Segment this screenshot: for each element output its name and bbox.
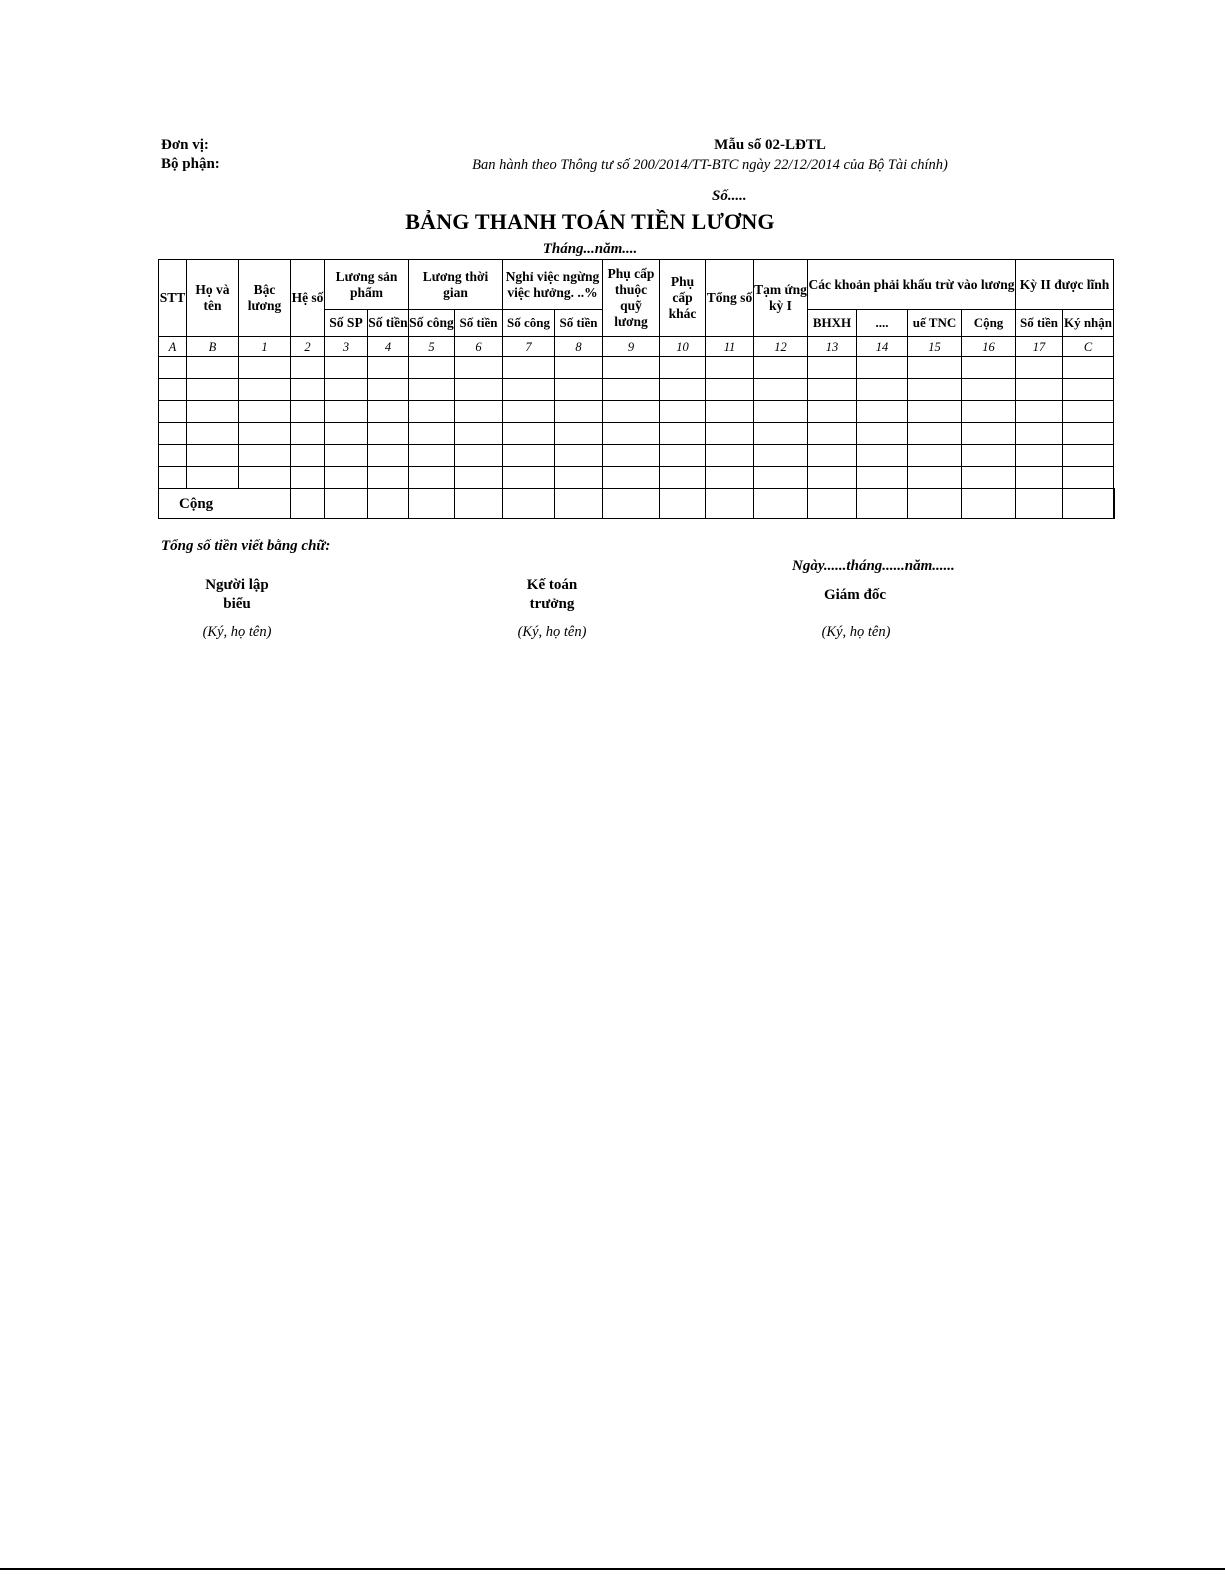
table-cell[interactable] bbox=[857, 467, 908, 489]
table-cell[interactable] bbox=[409, 467, 455, 489]
table-cell[interactable] bbox=[808, 445, 857, 467]
table-cell[interactable] bbox=[908, 357, 962, 379]
table-cell[interactable] bbox=[325, 379, 368, 401]
table-cell[interactable] bbox=[503, 401, 555, 423]
table-cell[interactable] bbox=[962, 423, 1016, 445]
table-cell[interactable] bbox=[325, 401, 368, 423]
column-index-cell: 8 bbox=[555, 337, 603, 357]
table-cell[interactable] bbox=[660, 423, 706, 445]
table-cell[interactable] bbox=[1063, 379, 1114, 401]
column-index-cell: 15 bbox=[908, 337, 962, 357]
table-cell[interactable] bbox=[1016, 357, 1063, 379]
total-cell[interactable] bbox=[325, 489, 368, 519]
table-cell[interactable] bbox=[603, 445, 660, 467]
table-cell[interactable] bbox=[1063, 445, 1114, 467]
table-cell[interactable] bbox=[1016, 467, 1063, 489]
column-index-cell: C bbox=[1063, 337, 1114, 357]
form-decree: Ban hành theo Thông tư số 200/2014/TT-BTC ngày 22/12/2014 của Bộ Tài chính) bbox=[472, 157, 948, 173]
subheader-product-amount: Số tiền bbox=[368, 310, 409, 337]
table-cell[interactable] bbox=[706, 379, 754, 401]
table-cell[interactable] bbox=[368, 379, 409, 401]
table-cell[interactable] bbox=[857, 379, 908, 401]
table-row bbox=[159, 401, 1115, 423]
table-cell[interactable] bbox=[291, 467, 325, 489]
document-title: BẢNG THANH TOÁN TIỀN LƯƠNG bbox=[405, 209, 775, 234]
document-number: Số..... bbox=[712, 188, 747, 204]
table-row bbox=[159, 467, 1115, 489]
column-index-row bbox=[159, 337, 1115, 357]
table-cell[interactable] bbox=[455, 401, 503, 423]
table-cell[interactable] bbox=[908, 423, 962, 445]
table-cell[interactable] bbox=[706, 467, 754, 489]
table-cell[interactable] bbox=[962, 445, 1016, 467]
table-cell[interactable] bbox=[754, 357, 808, 379]
total-cell[interactable] bbox=[603, 489, 660, 519]
table-cell[interactable] bbox=[706, 423, 754, 445]
column-index-cell: 12 bbox=[754, 337, 808, 357]
table-cell[interactable] bbox=[239, 379, 291, 401]
table-cell[interactable] bbox=[660, 401, 706, 423]
table-cell[interactable] bbox=[754, 379, 808, 401]
table-cell[interactable] bbox=[187, 445, 239, 467]
table-cell[interactable] bbox=[368, 445, 409, 467]
subheader-bhxh: BHXH bbox=[808, 310, 857, 337]
column-index-cell: 5 bbox=[409, 337, 455, 357]
column-index-cell: 1 bbox=[239, 337, 291, 357]
signer-director-note: (Ký, họ tên) bbox=[821, 624, 891, 640]
table-cell[interactable] bbox=[325, 467, 368, 489]
header-period-two: Kỳ II được lĩnh bbox=[1016, 260, 1114, 310]
table-cell[interactable] bbox=[908, 467, 962, 489]
table-cell[interactable] bbox=[754, 423, 808, 445]
column-index-cell: A bbox=[159, 337, 187, 357]
table-cell[interactable] bbox=[908, 445, 962, 467]
header-time-salary: Lương thời gian bbox=[409, 260, 503, 310]
header-advance: Tạm ứng kỳ I bbox=[754, 260, 808, 337]
table-cell[interactable] bbox=[603, 467, 660, 489]
table-cell[interactable] bbox=[159, 445, 187, 467]
total-cell[interactable] bbox=[908, 489, 962, 519]
table-cell[interactable] bbox=[455, 357, 503, 379]
table-cell[interactable] bbox=[409, 445, 455, 467]
table-cell[interactable] bbox=[291, 401, 325, 423]
department-label: Bộ phận: bbox=[161, 156, 220, 172]
total-cell[interactable] bbox=[754, 489, 808, 519]
column-index-cell: 9 bbox=[603, 337, 660, 357]
table-cell[interactable] bbox=[660, 357, 706, 379]
total-cell[interactable] bbox=[1063, 489, 1114, 519]
table-cell[interactable] bbox=[808, 379, 857, 401]
table-cell[interactable] bbox=[808, 401, 857, 423]
header-grade: Bậc lương bbox=[239, 260, 291, 337]
table-cell[interactable] bbox=[239, 423, 291, 445]
table-cell[interactable] bbox=[808, 467, 857, 489]
table-cell[interactable] bbox=[409, 401, 455, 423]
table-cell[interactable] bbox=[857, 401, 908, 423]
table-cell[interactable] bbox=[291, 445, 325, 467]
table-cell[interactable] bbox=[706, 401, 754, 423]
table-cell[interactable] bbox=[159, 423, 187, 445]
subheader-time-days: Số công bbox=[409, 310, 455, 337]
table-cell[interactable] bbox=[660, 379, 706, 401]
table-cell[interactable] bbox=[1016, 379, 1063, 401]
column-index-cell: 13 bbox=[808, 337, 857, 357]
table-cell[interactable] bbox=[962, 467, 1016, 489]
header-other-allowance: Phụ cấp khác bbox=[660, 260, 706, 337]
table-cell[interactable] bbox=[555, 423, 603, 445]
total-cell[interactable] bbox=[503, 489, 555, 519]
table-cell[interactable] bbox=[239, 445, 291, 467]
table-cell[interactable] bbox=[706, 445, 754, 467]
table-cell[interactable] bbox=[1063, 401, 1114, 423]
table-cell[interactable] bbox=[325, 445, 368, 467]
table-cell[interactable] bbox=[857, 423, 908, 445]
table-cell[interactable] bbox=[754, 445, 808, 467]
subheader-leave-amount: Số tiền bbox=[555, 310, 603, 337]
column-index-cell: 17 bbox=[1016, 337, 1063, 357]
table-cell[interactable] bbox=[159, 379, 187, 401]
table-cell[interactable] bbox=[962, 401, 1016, 423]
table-cell[interactable] bbox=[962, 379, 1016, 401]
table-cell[interactable] bbox=[455, 445, 503, 467]
table-cell[interactable] bbox=[660, 445, 706, 467]
table-cell[interactable] bbox=[1016, 401, 1063, 423]
period-line: Tháng...năm.... bbox=[542, 241, 638, 257]
header-product-salary: Lương sản phẩm bbox=[325, 260, 409, 310]
table-cell[interactable] bbox=[857, 445, 908, 467]
table-cell[interactable] bbox=[291, 379, 325, 401]
table-cell[interactable] bbox=[368, 357, 409, 379]
table-cell[interactable] bbox=[159, 401, 187, 423]
total-cell[interactable] bbox=[808, 489, 857, 519]
table-cell[interactable] bbox=[754, 467, 808, 489]
table-cell[interactable] bbox=[555, 467, 603, 489]
table-cell[interactable] bbox=[808, 357, 857, 379]
column-index-cell: 16 bbox=[962, 337, 1016, 357]
unit-label: Đơn vị: bbox=[161, 137, 209, 153]
total-cell[interactable] bbox=[291, 489, 325, 519]
column-index-cell: 2 bbox=[291, 337, 325, 357]
table-cell[interactable] bbox=[1063, 423, 1114, 445]
table-cell[interactable] bbox=[603, 423, 660, 445]
total-label: Cộng bbox=[159, 489, 291, 519]
table-cell[interactable] bbox=[325, 357, 368, 379]
table-cell[interactable] bbox=[962, 357, 1016, 379]
column-index-cell: 6 bbox=[455, 337, 503, 357]
table-cell[interactable] bbox=[908, 379, 962, 401]
total-cell[interactable] bbox=[368, 489, 409, 519]
subheader-leave-days: Số công bbox=[503, 310, 555, 337]
column-index-cell: 3 bbox=[325, 337, 368, 357]
table-cell[interactable] bbox=[706, 357, 754, 379]
table-cell[interactable] bbox=[325, 423, 368, 445]
total-row bbox=[159, 489, 1115, 519]
column-index-cell: 7 bbox=[503, 337, 555, 357]
table-cell[interactable] bbox=[409, 357, 455, 379]
table-cell[interactable] bbox=[291, 357, 325, 379]
total-cell[interactable] bbox=[857, 489, 908, 519]
total-cell[interactable] bbox=[660, 489, 706, 519]
total-cell[interactable] bbox=[1114, 489, 1115, 519]
table-cell[interactable] bbox=[187, 467, 239, 489]
signer-preparer-title: Người lập biểu bbox=[205, 577, 269, 612]
signer-director-title: Giám đốc bbox=[823, 587, 887, 603]
table-cell[interactable] bbox=[239, 401, 291, 423]
table-cell[interactable] bbox=[187, 379, 239, 401]
table-cell[interactable] bbox=[555, 445, 603, 467]
table-cell[interactable] bbox=[239, 467, 291, 489]
table-cell[interactable] bbox=[187, 423, 239, 445]
table-cell[interactable] bbox=[555, 379, 603, 401]
total-cell[interactable] bbox=[555, 489, 603, 519]
subheader-deduction-sum: Cộng bbox=[962, 310, 1016, 337]
table-cell[interactable] bbox=[503, 379, 555, 401]
signer-preparer-note: (Ký, họ tên) bbox=[202, 624, 272, 640]
table-cell[interactable] bbox=[187, 357, 239, 379]
table-cell[interactable] bbox=[754, 401, 808, 423]
table-cell[interactable] bbox=[660, 467, 706, 489]
table-cell[interactable] bbox=[1016, 423, 1063, 445]
table-row bbox=[159, 379, 1115, 401]
subheader-income-tax: uế TNC bbox=[908, 310, 962, 337]
signer-chief-accountant-title: Kế toán trưởng bbox=[526, 577, 578, 612]
table-cell[interactable] bbox=[239, 357, 291, 379]
table-cell[interactable] bbox=[368, 401, 409, 423]
table-cell[interactable] bbox=[503, 445, 555, 467]
table-cell[interactable] bbox=[368, 423, 409, 445]
table-cell[interactable] bbox=[159, 357, 187, 379]
table-cell[interactable] bbox=[555, 401, 603, 423]
column-index-cell: 10 bbox=[660, 337, 706, 357]
table-cell[interactable] bbox=[908, 401, 962, 423]
header-stt: STT bbox=[159, 260, 187, 337]
header-leave-pay: Nghỉ việc ngừng việc hưởng. ..% bbox=[503, 260, 603, 310]
table-cell[interactable] bbox=[603, 357, 660, 379]
table-row bbox=[159, 445, 1115, 467]
table-cell[interactable] bbox=[808, 423, 857, 445]
header-deductions: Các khoản phải khấu trừ vào lương bbox=[808, 260, 1016, 310]
signature-date: Ngày......tháng......năm...... bbox=[792, 558, 955, 574]
column-index-cell: 11 bbox=[706, 337, 754, 357]
subheader-other-deduction: .... bbox=[857, 310, 908, 337]
total-cell[interactable] bbox=[409, 489, 455, 519]
table-cell[interactable] bbox=[455, 467, 503, 489]
signer-chief-accountant-note: (Ký, họ tên) bbox=[517, 624, 587, 640]
table-cell[interactable] bbox=[291, 423, 325, 445]
header-fund-allowance: Phụ cấp thuộc quỹ lương bbox=[603, 260, 660, 337]
form-code: Mẫu số 02-LĐTL bbox=[714, 137, 826, 153]
table-cell[interactable] bbox=[159, 467, 187, 489]
table-cell[interactable] bbox=[409, 423, 455, 445]
page-bottom-rule bbox=[0, 1568, 1225, 1570]
table-cell[interactable] bbox=[455, 379, 503, 401]
subheader-period-two-amount: Số tiền bbox=[1016, 310, 1063, 337]
total-cell[interactable] bbox=[1016, 489, 1063, 519]
table-cell[interactable] bbox=[1063, 357, 1114, 379]
table-cell[interactable] bbox=[409, 379, 455, 401]
table-cell[interactable] bbox=[1016, 445, 1063, 467]
table-cell[interactable] bbox=[555, 357, 603, 379]
table-cell[interactable] bbox=[455, 423, 503, 445]
table-row bbox=[159, 423, 1115, 445]
column-index-cell: B bbox=[187, 337, 239, 357]
table-cell[interactable] bbox=[503, 467, 555, 489]
subheader-period-two-sign: Ký nhận bbox=[1063, 310, 1114, 337]
table-cell[interactable] bbox=[1063, 467, 1114, 489]
table-cell[interactable] bbox=[603, 379, 660, 401]
subheader-time-amount: Số tiền bbox=[455, 310, 503, 337]
salary-table bbox=[158, 259, 1115, 519]
column-index-cell: 14 bbox=[857, 337, 908, 357]
table-cell[interactable] bbox=[603, 401, 660, 423]
header-total: Tổng số bbox=[706, 260, 754, 337]
total-cell[interactable] bbox=[455, 489, 503, 519]
table-row bbox=[159, 357, 1115, 379]
header-name: Họ và tên bbox=[187, 260, 239, 337]
total-cell[interactable] bbox=[962, 489, 1016, 519]
column-index-cell: 4 bbox=[368, 337, 409, 357]
table-cell[interactable] bbox=[503, 423, 555, 445]
table-cell[interactable] bbox=[187, 401, 239, 423]
table-cell[interactable] bbox=[368, 467, 409, 489]
table-cell[interactable] bbox=[857, 357, 908, 379]
amount-in-words-label: Tổng số tiền viết bằng chữ: bbox=[161, 538, 331, 554]
total-cell[interactable] bbox=[706, 489, 754, 519]
header-coefficient: Hệ số bbox=[291, 260, 325, 337]
subheader-product-qty: Số SP bbox=[325, 310, 368, 337]
table-cell[interactable] bbox=[503, 357, 555, 379]
